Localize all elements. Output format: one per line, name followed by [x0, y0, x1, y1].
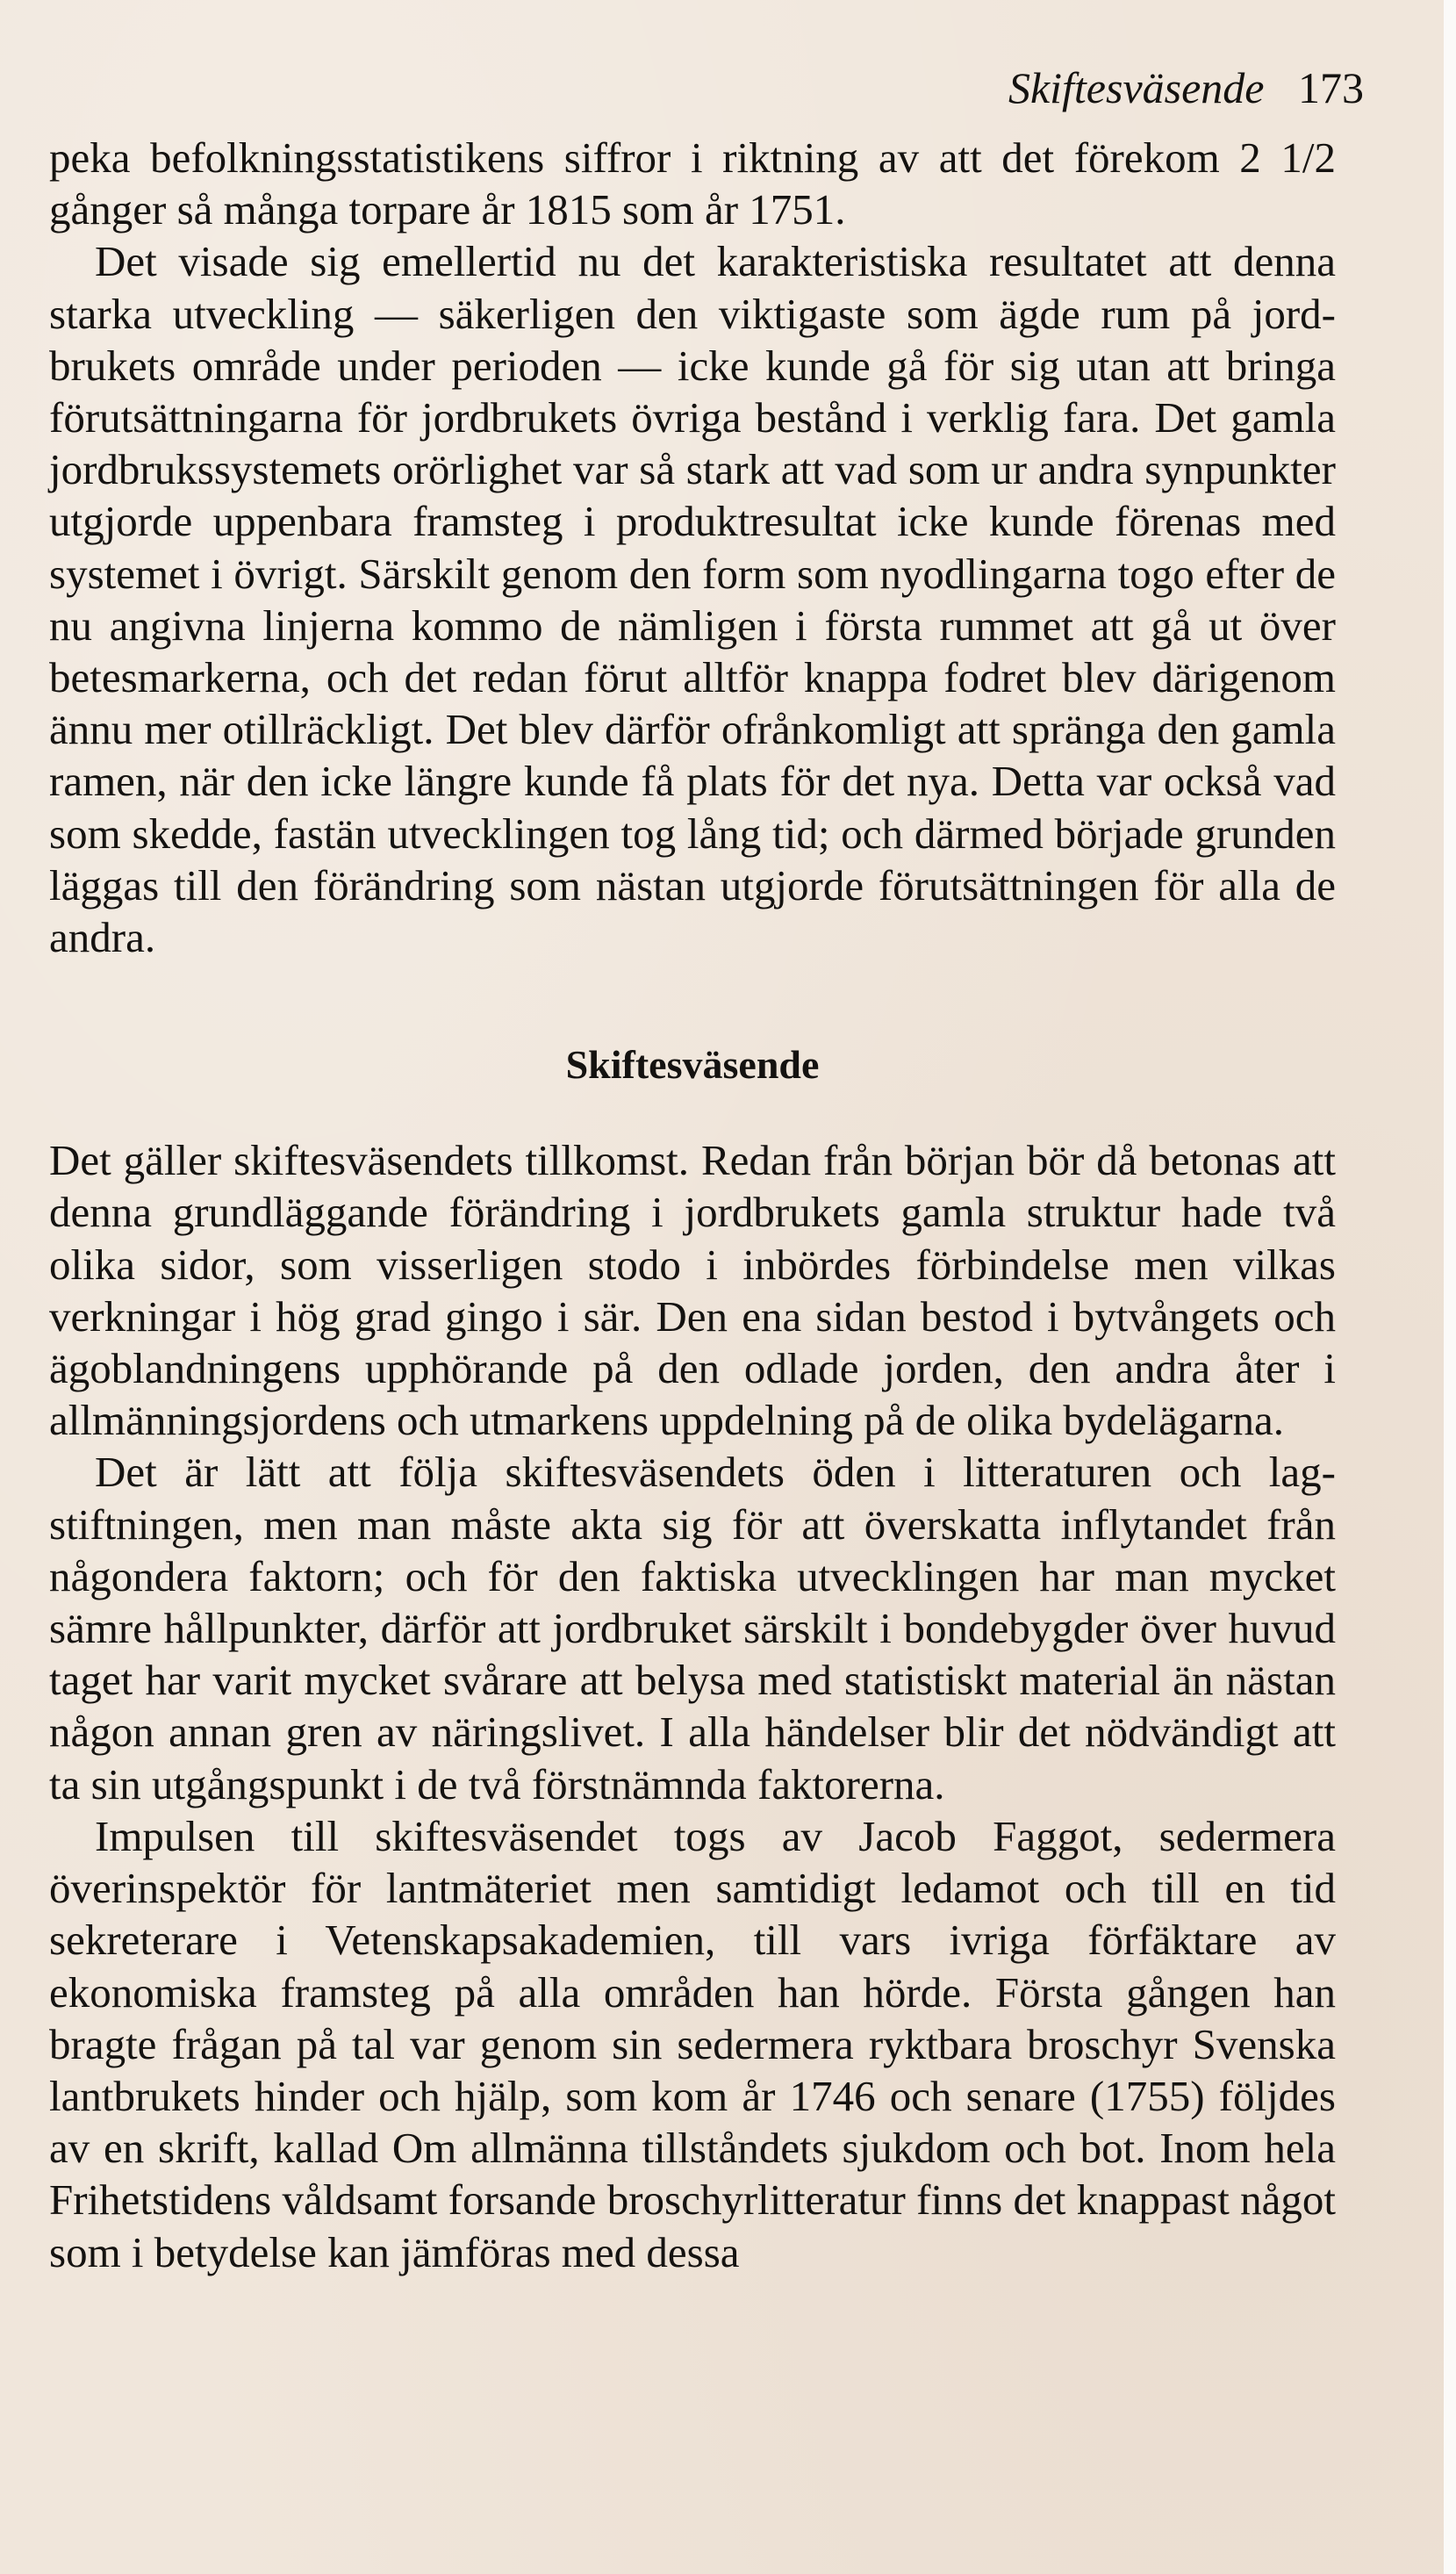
paragraph-continued: peka befolkningsstatistikens siffror i riktning av att det förekom 2 1/2 gånger så många torpare år 1815 som år 1751. — [49, 133, 1336, 234]
page-number: 173 — [1298, 63, 1364, 112]
running-head-title: Skiftesväsende — [1008, 63, 1265, 112]
paragraph: Det gäller skiftesväsendets tillkomst. Redan från början bör då betonas att denna grundläggande förändring i jordbrukets gamla struktur hade två olika sidor, som visserligen stodo i inbördes förbindelse men vilkas verkningar i hög grad gingo i sär. Den ena sidan bestod i bytvångets och ägoblandningens upphörande på den odlade jorden, den andra åter i allmänningsjordens och utmarkens uppdelning på de olika bydelägarna. — [49, 1136, 1336, 1445]
section-heading: Skiftesväsende — [565, 1042, 820, 1088]
body-text — [49, 132, 1336, 2278]
running-head — [1008, 53, 1364, 123]
paragraph: Det visade sig emellertid nu det karakteristiska resultatet att denna starka utveckling — säkerligen den viktigaste som ägde rum på jordbrukets område under perioden — icke kunde gå för sig utan att bringa förutsättningarna för jordbrukets övriga bestånd i verklig fara. Det gamla jordbrukssystemets orörlighet var så stark att vad som ur andra synpunkter utgjorde uppenbara framsteg i produktresultat icke kunde förenas med systemet i övrigt. Särskilt genom den form som nyodlingarna togo efter de nu angivna linjerna kommo de nämligen i första rummet att gå ut över betesmarkerna, och det redan förut alltför knappa fodret blev därigenom ännu mer otillräckligt. Det blev därför ofrånkomligt att spränga den gamla ramen, när den icke längre kunde få plats för det nya. Detta var också vad som skedde, fastän utvecklingen tog lång tid; och därmed började grunden läggas till den förändring som nästan utgjorde förutsättningen för alla de andra. — [49, 237, 1336, 962]
paragraph: Impulsen till skiftesväsendet togs av Jacob Faggot, sedermera överinspektör för lantmäteriet men samtidigt ledamot och till en tid sekreterare i Vetenskapsakademien, till vars ivriga förfäktare av ekonomiska framsteg på alla områden han hörde. Första gången han bragte frågan på tal var genom sin sedermera ryktbara broschyr Svenska lantbrukets hinder och hjälp, som kom år 1746 och senare (1755) följdes av en skrift, kallad Om allmänna tillståndets sjukdom och bot. Inom hela Frihetstidens våldsamt forsande broschyrlitteratur finns det knappast något som i betydelse kan jämföras med dessa — [49, 1811, 1336, 2276]
paragraph: Det är lätt att följa skiftesväsendets öden i litteraturen och lagstiftningen, men man måste akta sig för att överskatta inflytandet från någondera faktorn; och för den faktiska utvecklingen har man mycket sämre hållpunkter, därför att jordbruket särskilt i bondebygder över huvud taget har varit mycket svårare att belysa med statistiskt material än nästan någon annan gren av näringslivet. I alla händelser blir det nödvändigt att ta sin utgångspunkt i de två förstnämnda faktorerna. — [49, 1448, 1336, 1808]
